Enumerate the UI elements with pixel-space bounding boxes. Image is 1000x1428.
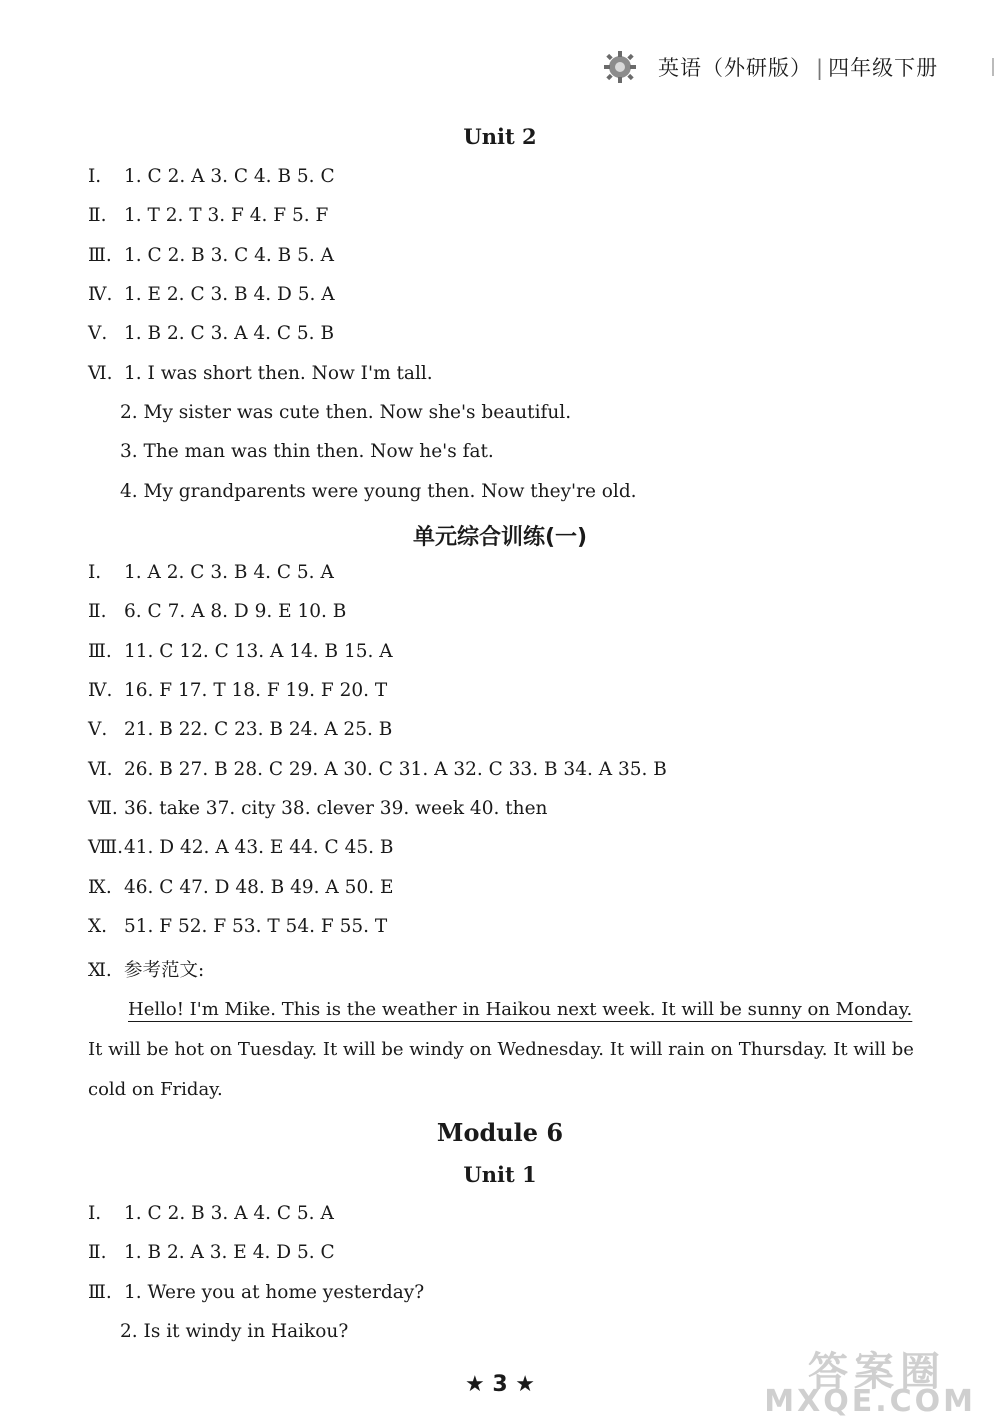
row-label: Ⅰ. (88, 562, 102, 583)
header-separator: | (816, 56, 825, 80)
unit2-title: Unit 2 (463, 124, 537, 149)
row-answers: 21. B 22. C 23. B 24. A 25. B (124, 719, 393, 740)
header-subject: 英语（外研版） (658, 56, 812, 80)
row-label: Ⅱ. (88, 205, 107, 226)
review1-row-4 (88, 680, 387, 701)
page-header (600, 50, 1000, 86)
header-title (658, 52, 938, 82)
row-label: Ⅸ. (88, 877, 112, 898)
unit2-sentence-2: 2. My sister was cute then. Now she's beautiful. (120, 402, 572, 423)
unit2-sentence-3: 3. The man was thin then. Now he's fat. (120, 441, 494, 462)
header-grade: 四年级下册 (828, 56, 939, 80)
row-label: Ⅱ. (88, 1242, 107, 1263)
review1-row-1 (88, 562, 334, 583)
review1-row-11 (88, 956, 204, 982)
module6-row-1 (88, 1203, 334, 1224)
unit2-row-4 (88, 284, 335, 305)
row-answers: 1. Were you at home yesterday? (124, 1282, 425, 1303)
row-label: Ⅵ. (88, 363, 113, 384)
row-answers: 46. C 47. D 48. B 49. A 50. E (124, 877, 394, 898)
row-answers: 51. F 52. F 53. T 54. F 55. T (124, 916, 388, 937)
page-number: ★ 3 ★ (464, 1372, 536, 1397)
essay-continuation: It will be hot on Tuesday. It will be windy on Wednesday. It will rain on Thursday. It will be cold on Friday. (88, 1039, 914, 1100)
row-answers: 16. F 17. T 18. F 19. F 20. T (124, 680, 388, 701)
module6-row-3 (88, 1282, 424, 1303)
row-label: Ⅰ. (88, 166, 102, 187)
unit2-row-6 (88, 363, 433, 384)
unit2-row-2 (88, 205, 328, 226)
row-label: Ⅴ. (88, 323, 108, 344)
review1-row-7 (88, 798, 547, 819)
row-answers: 1. E 2. C 3. B 4. D 5. A (124, 284, 335, 305)
unit2-row-5 (88, 323, 334, 344)
row-label: Ⅰ. (88, 1203, 102, 1224)
review1-row-2 (88, 601, 346, 622)
review1-row-5 (88, 719, 392, 740)
row-answers: 6. C 7. A 8. D 9. E 10. B (124, 601, 347, 622)
review1-row-6 (88, 759, 667, 780)
row-answers: 1. B 2. A 3. E 4. D 5. C (124, 1242, 335, 1263)
row-answers: 41. D 42. A 43. E 44. C 45. B (124, 837, 394, 858)
row-answers: 1. C 2. A 3. C 4. B 5. C (124, 166, 335, 187)
row-answers: 1. C 2. B 3. A 4. C 5. A (124, 1203, 334, 1224)
row-answers: 1. T 2. T 3. F 4. F 5. F (124, 205, 329, 226)
row-label: Ⅲ. (88, 1282, 112, 1303)
row-label: Ⅺ. (88, 960, 112, 981)
row-label: Ⅲ. (88, 641, 112, 662)
row-label: Ⅹ. (88, 916, 108, 937)
row-label: Ⅲ. (88, 245, 112, 266)
unit2-row-3 (88, 245, 334, 266)
edge-mark (992, 58, 994, 76)
row-label: Ⅴ. (88, 719, 108, 740)
row-label: Ⅳ. (88, 284, 113, 305)
unit2-sentence-4: 4. My grandparents were young then. Now they're old. (120, 481, 637, 502)
module6-title: Module 6 (436, 1118, 564, 1147)
row-answers: 36. take 37. city 38. clever 39. week 40. then (124, 798, 548, 819)
essay-first-line: Hello! I'm Mike. This is the weather in Haikou next week. It will be sunny on Monday. (128, 999, 913, 1020)
review1-row-9 (88, 877, 393, 898)
row-answers: 1. I was short then. Now I'm tall. (124, 363, 433, 384)
module6-unit-title: Unit 1 (463, 1162, 537, 1187)
row-label: Ⅳ. (88, 680, 113, 701)
row-answers: 26. B 27. B 28. C 29. A 30. C 31. A 32. C 33. B 34. A 35. B (124, 759, 667, 780)
gear-logo-icon (600, 50, 640, 84)
sample-essay (88, 990, 916, 1110)
review1-title: 单元综合训练(一) (412, 525, 588, 550)
row-answers: 11. C 12. C 13. A 14. B 15. A (124, 641, 393, 662)
row-label: Ⅵ. (88, 759, 113, 780)
review1-row-8 (88, 837, 393, 858)
watermark (696, 1340, 986, 1420)
watermark-logo-text: 答案圈 (808, 1349, 946, 1395)
module6-row-2 (88, 1242, 335, 1263)
row-label: Ⅷ. (88, 837, 124, 858)
review1-row-10 (88, 916, 387, 937)
row-answers: 1. C 2. B 3. C 4. B 5. A (124, 245, 335, 266)
row-answers: 1. B 2. C 3. A 4. C 5. B (124, 323, 335, 344)
module6-sentence-2: 2. Is it windy in Haikou? (120, 1321, 349, 1342)
row-answers: 参考范文: (124, 960, 205, 981)
row-answers: 1. A 2. C 3. B 4. C 5. A (124, 562, 334, 583)
row-label: Ⅶ. (88, 798, 118, 819)
unit2-row-1 (88, 166, 335, 187)
watermark-url: MXQE.COM (764, 1384, 976, 1419)
review1-row-3 (88, 641, 393, 662)
row-label: Ⅱ. (88, 601, 107, 622)
